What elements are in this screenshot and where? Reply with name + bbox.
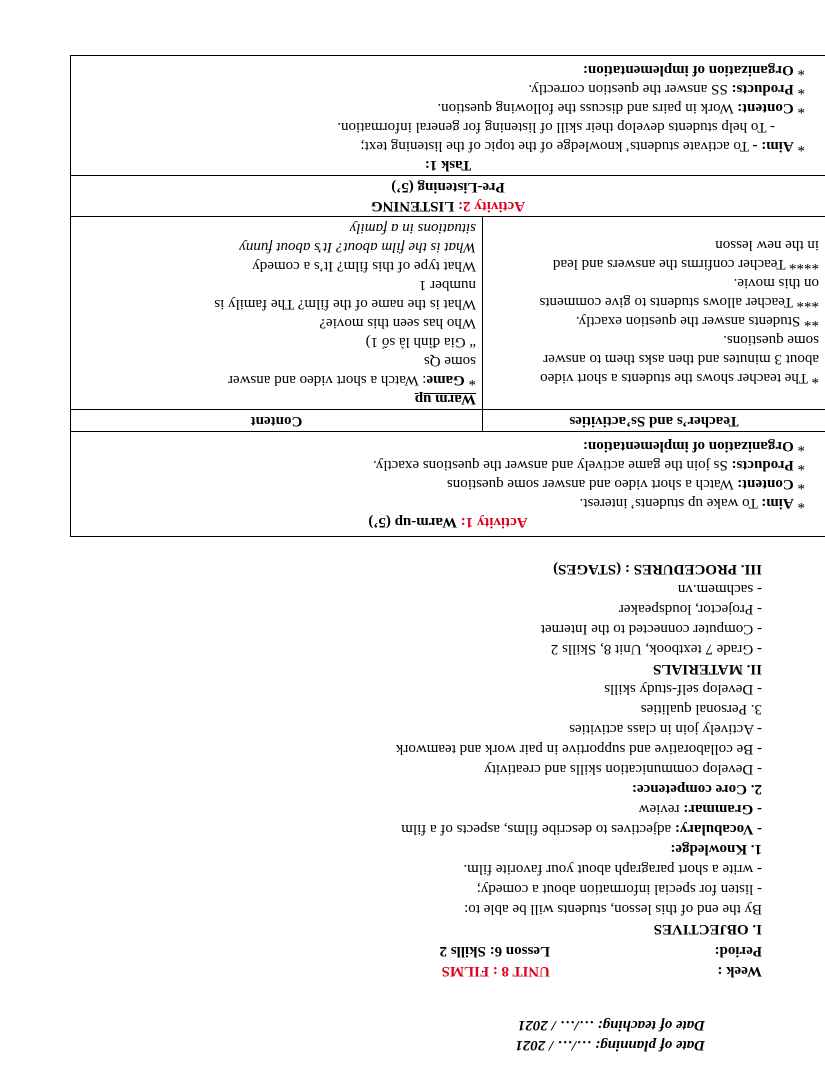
core-item: - Be collaborative and supportive in pair work and teamwork (395, 741, 762, 757)
core-item: - Actively join in class activities (569, 721, 762, 737)
content-line: What is the film about? It’s about funny (239, 239, 476, 255)
aim-text: To activate students’ knowledge of the topic of the listening text; (360, 138, 753, 154)
content-line: Who has seen this movie? (319, 315, 476, 331)
game-label: Game (426, 372, 465, 388)
task1-organization: * Organization of implementation: (582, 62, 805, 78)
activity1-info-cell (71, 432, 825, 537)
task1-products: * Products: SS answer the question correctly. (528, 81, 805, 97)
material-item: - Projector, loudspeaker (618, 601, 762, 617)
pre-listening-label: Pre-Listening (5’) (391, 179, 505, 195)
unit-title: UNIT 8 : FILMS (441, 963, 550, 979)
task1-aim: * Aim: - To activate students’ knowledge of the topic of the listening text; (360, 138, 805, 154)
activity2-title (77, 196, 819, 215)
activity-line: some questions. (723, 332, 819, 348)
content-line: some Qs (423, 353, 476, 369)
grammar-line (639, 800, 762, 818)
materials-heading: II. MATERIALS (653, 661, 762, 677)
game-text: : Watch a short video and answer (227, 372, 427, 388)
activity1-content: * Content: Watch a short video and answer some questions (446, 476, 805, 492)
grammar-text: review (638, 801, 684, 817)
organization-label: Organization of implementation: (582, 62, 794, 78)
vocab-label: - Vocabulary: (674, 821, 762, 837)
grammar-label: - Grammar: (683, 801, 762, 817)
procedures-table (70, 55, 825, 537)
content-line: What is the name of the film? The family is (214, 296, 476, 312)
core-item: - Develop communication skills and creativity (484, 761, 762, 777)
week-label: Week : (717, 963, 762, 979)
activity-line: on this movie. (733, 275, 819, 291)
activity-line: *** Teacher allows students to give comments (539, 294, 819, 310)
aim-label: Aim: (761, 495, 794, 511)
content-cell (71, 217, 483, 410)
content-line: situations in a family (349, 220, 476, 236)
products-text: Ss join the game actively and answer the questions exactly. (373, 457, 732, 473)
task1-label: Task 1: (424, 157, 472, 173)
activity1-name: Warm-up (5’) (368, 514, 461, 530)
aim-label: Aim: - (752, 138, 794, 154)
task1-cell (71, 56, 825, 176)
activity1-organization: * Organization of implementation: (582, 438, 805, 454)
content-label: Content: (737, 476, 794, 492)
products-text: SS answer the question correctly. (528, 81, 732, 97)
activity2-title-cell (71, 176, 825, 217)
material-item: - Computer connected to the Internet (540, 621, 762, 637)
material-item: - sachmem.vn (677, 581, 762, 597)
activity2-name: LISTENING (370, 198, 459, 214)
col-header-content: Content (71, 410, 483, 432)
task1-aim-line2: - To help students develop their skill of listening for general information. (337, 119, 775, 135)
vocab-text: adjectives to describe films, aspects of a film (401, 821, 675, 837)
content-line: What type of this film? It’s a comedy (252, 258, 476, 274)
warm-up-label: Warm up (414, 391, 476, 407)
activity-line: **** Teacher confirms the answers and lead (552, 256, 819, 272)
vocabulary-line (401, 820, 762, 838)
activity1-products: * Products: Ss join the game actively and answer the questions exactly. (373, 457, 805, 473)
objective-item: - listen for special information about a comedy; (476, 881, 762, 897)
products-label: Products: (731, 457, 794, 473)
activity1-label: Activity 1: (460, 514, 528, 530)
lesson-title: Lesson 6: Skills 2 (439, 943, 550, 959)
activity2-label: Activity 2: (458, 198, 526, 214)
activities-cell (483, 217, 825, 410)
products-label: Products: (731, 81, 794, 97)
activity-line: about 3 minutes and then asks them to answer (543, 351, 819, 367)
personal-qualities-heading: 3. Personal qualities (640, 701, 762, 717)
objective-item: - write a short paragraph about your favorite film. (463, 861, 762, 877)
task1-content: * Content: Work in pairs and discuss the following question. (437, 100, 805, 116)
activity1-title (77, 512, 819, 531)
organization-label: Organization of implementation: (582, 438, 794, 454)
core-competence-heading: 2. Core competence: (631, 781, 762, 797)
aim-text: To wake up students’ interest. (579, 495, 762, 511)
content-line: number 1 (418, 277, 476, 293)
content-label: Content: (737, 100, 794, 116)
objectives-intro: By the end of this lesson, students will be able to: (464, 901, 762, 917)
objectives-heading: I. OBJECTIVES (653, 921, 762, 937)
content-text: Watch a short video and answer some questions (446, 476, 738, 492)
activity1-aim: * Aim: To wake up students’ interest. (579, 495, 805, 511)
period-label: Period: (714, 943, 762, 959)
game-line: * Game: Watch a short video and answer (227, 372, 476, 388)
activity-line: ** Students answer the question exactly. (575, 313, 819, 329)
date-of-planning: Date of planning: …/… / 2021 (515, 1037, 705, 1053)
col-header-activities: Teacher’s and Ss’activities (483, 410, 825, 432)
activity-line: in the new lesson (715, 237, 819, 253)
material-item: - Grade 7 textbook, Unit 8, Skills 2 (550, 641, 762, 657)
personal-item: - Develop self-study skills (604, 681, 762, 697)
procedures-heading: III. PROCEDURES : (STAGES) (553, 561, 762, 577)
content-text: Work in pairs and discuss the following question. (437, 100, 738, 116)
knowledge-heading: 1. Knowledge: (670, 841, 762, 857)
content-line: “ Gia đình là số 1) (365, 334, 476, 350)
date-of-teaching: Date of teaching: …/… / 2021 (517, 1017, 705, 1033)
activity-line: * The teacher shows the students a short video (540, 370, 819, 386)
